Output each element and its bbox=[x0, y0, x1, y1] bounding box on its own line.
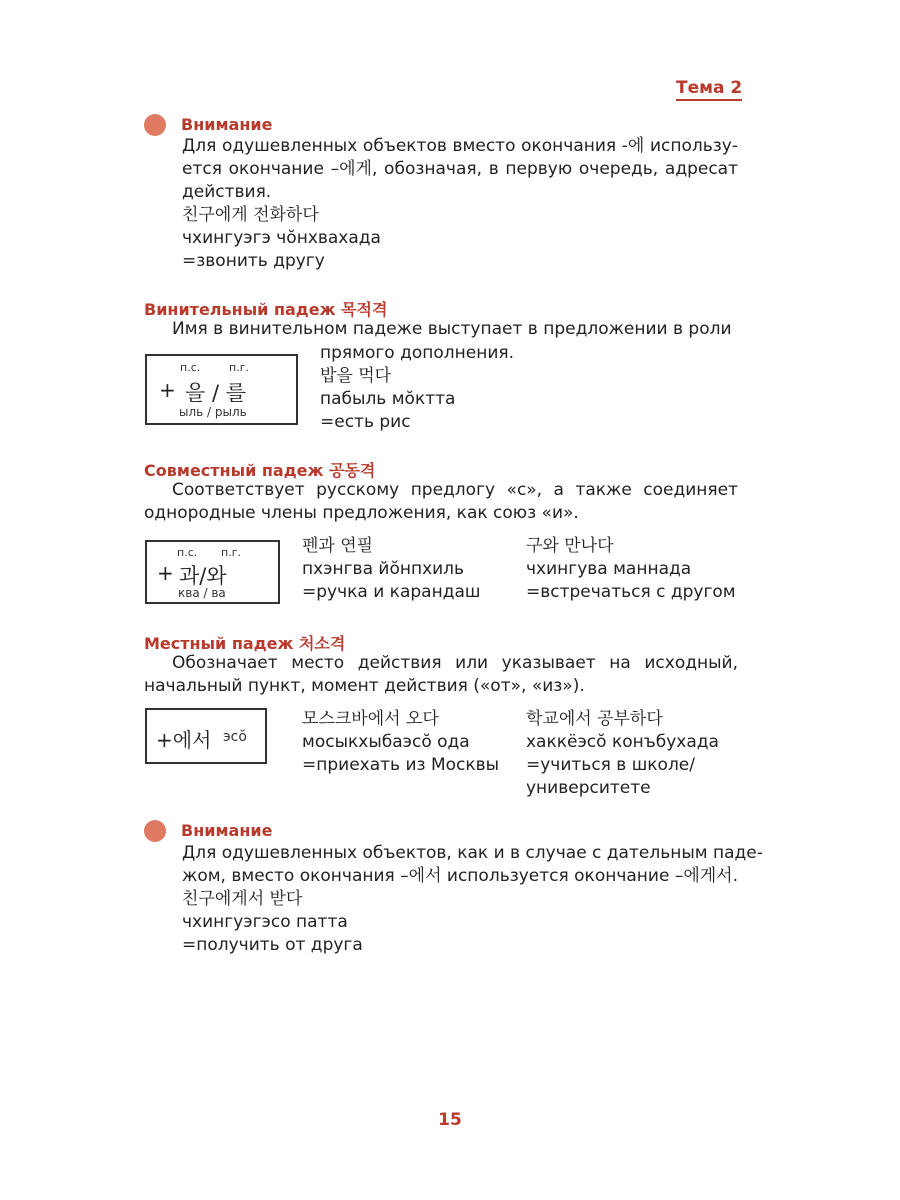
example-transliteration: чхингуэгэсо патта bbox=[182, 912, 348, 932]
example-transliteration: мосыкхыбаэсŏ ода bbox=[302, 732, 470, 752]
accusative-endings-translit: ыль / рыль bbox=[179, 405, 247, 419]
attention-text-line2: жом, вместо окончания –에서 используется окончание –에게서. bbox=[182, 866, 738, 886]
example-meaning-continued: университете bbox=[526, 778, 651, 798]
example-transliteration: пхэнгва йŏнпхиль bbox=[302, 559, 465, 579]
comitative-text-line1: Соответствует русскому предлогу «с», а также соединяет bbox=[172, 480, 738, 500]
plus-sign: + bbox=[157, 561, 174, 585]
comitative-ending-box bbox=[145, 540, 280, 604]
section-heading-accusative: Винительный падеж 목적격 bbox=[144, 300, 388, 319]
example-korean: 학교에서 공부하다 bbox=[526, 709, 663, 729]
label-after-vowel: п.г. bbox=[229, 361, 249, 374]
example-meaning: =встречаться с другом bbox=[526, 582, 736, 602]
locative-text-line2: начальный пункт, момент действия («от», «из»). bbox=[144, 676, 585, 696]
example-transliteration: хаккёэсŏ конъбухада bbox=[526, 732, 719, 752]
locative-ending: +에서 bbox=[156, 728, 212, 752]
example-korean: 모스크바에서 오다 bbox=[302, 709, 439, 729]
label-after-consonant: п.с. bbox=[177, 546, 198, 559]
accusative-text-line2: прямого дополнения. bbox=[320, 343, 514, 363]
example-korean: 펜과 연필 bbox=[302, 536, 374, 556]
attention-title: Внимание bbox=[181, 821, 273, 840]
plus-sign: + bbox=[159, 378, 176, 402]
example-meaning: =получить от друга bbox=[182, 935, 363, 955]
example-transliteration: чхингуэгэ чŏнхвахада bbox=[182, 228, 381, 248]
page-number: 15 bbox=[438, 1110, 462, 1130]
example-korean: 밥을 먹다 bbox=[320, 366, 392, 386]
example-korean: 친구에게 전화하다 bbox=[182, 205, 319, 225]
label-after-consonant: п.с. bbox=[180, 361, 201, 374]
example-meaning: =есть рис bbox=[320, 412, 411, 432]
accusative-endings: 을 / 를 bbox=[185, 381, 246, 405]
accusative-text-line1: Имя в винительном падеже выступает в предложении в роли bbox=[172, 319, 732, 339]
attention-dot-icon bbox=[144, 114, 166, 136]
section-heading-comitative: Совместный падеж 공동격 bbox=[144, 461, 376, 480]
example-meaning: =приехать из Москвы bbox=[302, 755, 500, 775]
attention-title: Внимание bbox=[181, 115, 273, 134]
example-meaning: =звонить другу bbox=[182, 251, 325, 271]
attention-text-line2: ется окончание –에게, обозначая, в первую очередь, адресат bbox=[182, 159, 738, 179]
label-after-vowel: п.г. bbox=[221, 546, 241, 559]
comitative-endings-translit: ква / ва bbox=[178, 586, 226, 600]
example-meaning: =ручка и карандаш bbox=[302, 582, 481, 602]
locative-text-line1: Обозначает место действия или указывает на исходный, bbox=[172, 653, 738, 673]
example-transliteration: пабыль мŏктта bbox=[320, 389, 456, 409]
accusative-ending-box bbox=[145, 354, 298, 425]
comitative-text-line2: однородные члены предложения, как союз «и». bbox=[144, 503, 579, 523]
example-korean: 구와 만나다 bbox=[526, 536, 614, 556]
locative-ending-translit: эсŏ bbox=[223, 729, 247, 745]
example-meaning: =учиться в школе/ bbox=[526, 755, 695, 775]
topic-label: Тема 2 bbox=[676, 78, 742, 101]
locative-ending-box bbox=[145, 708, 267, 764]
attention-text-line1: Для одушевленных объектов вместо окончания -에 использу- bbox=[182, 136, 738, 156]
attention-text-line1: Для одушевленных объектов, как и в случае с дательным паде- bbox=[182, 843, 763, 863]
section-heading-locative: Местный падеж 처소격 bbox=[144, 634, 346, 653]
example-transliteration: чхингува маннада bbox=[526, 559, 692, 579]
example-korean: 친구에게서 받다 bbox=[182, 889, 303, 909]
comitative-endings: 과/와 bbox=[179, 564, 227, 588]
attention-text-line3: действия. bbox=[182, 182, 272, 202]
attention-dot-icon bbox=[144, 820, 166, 842]
